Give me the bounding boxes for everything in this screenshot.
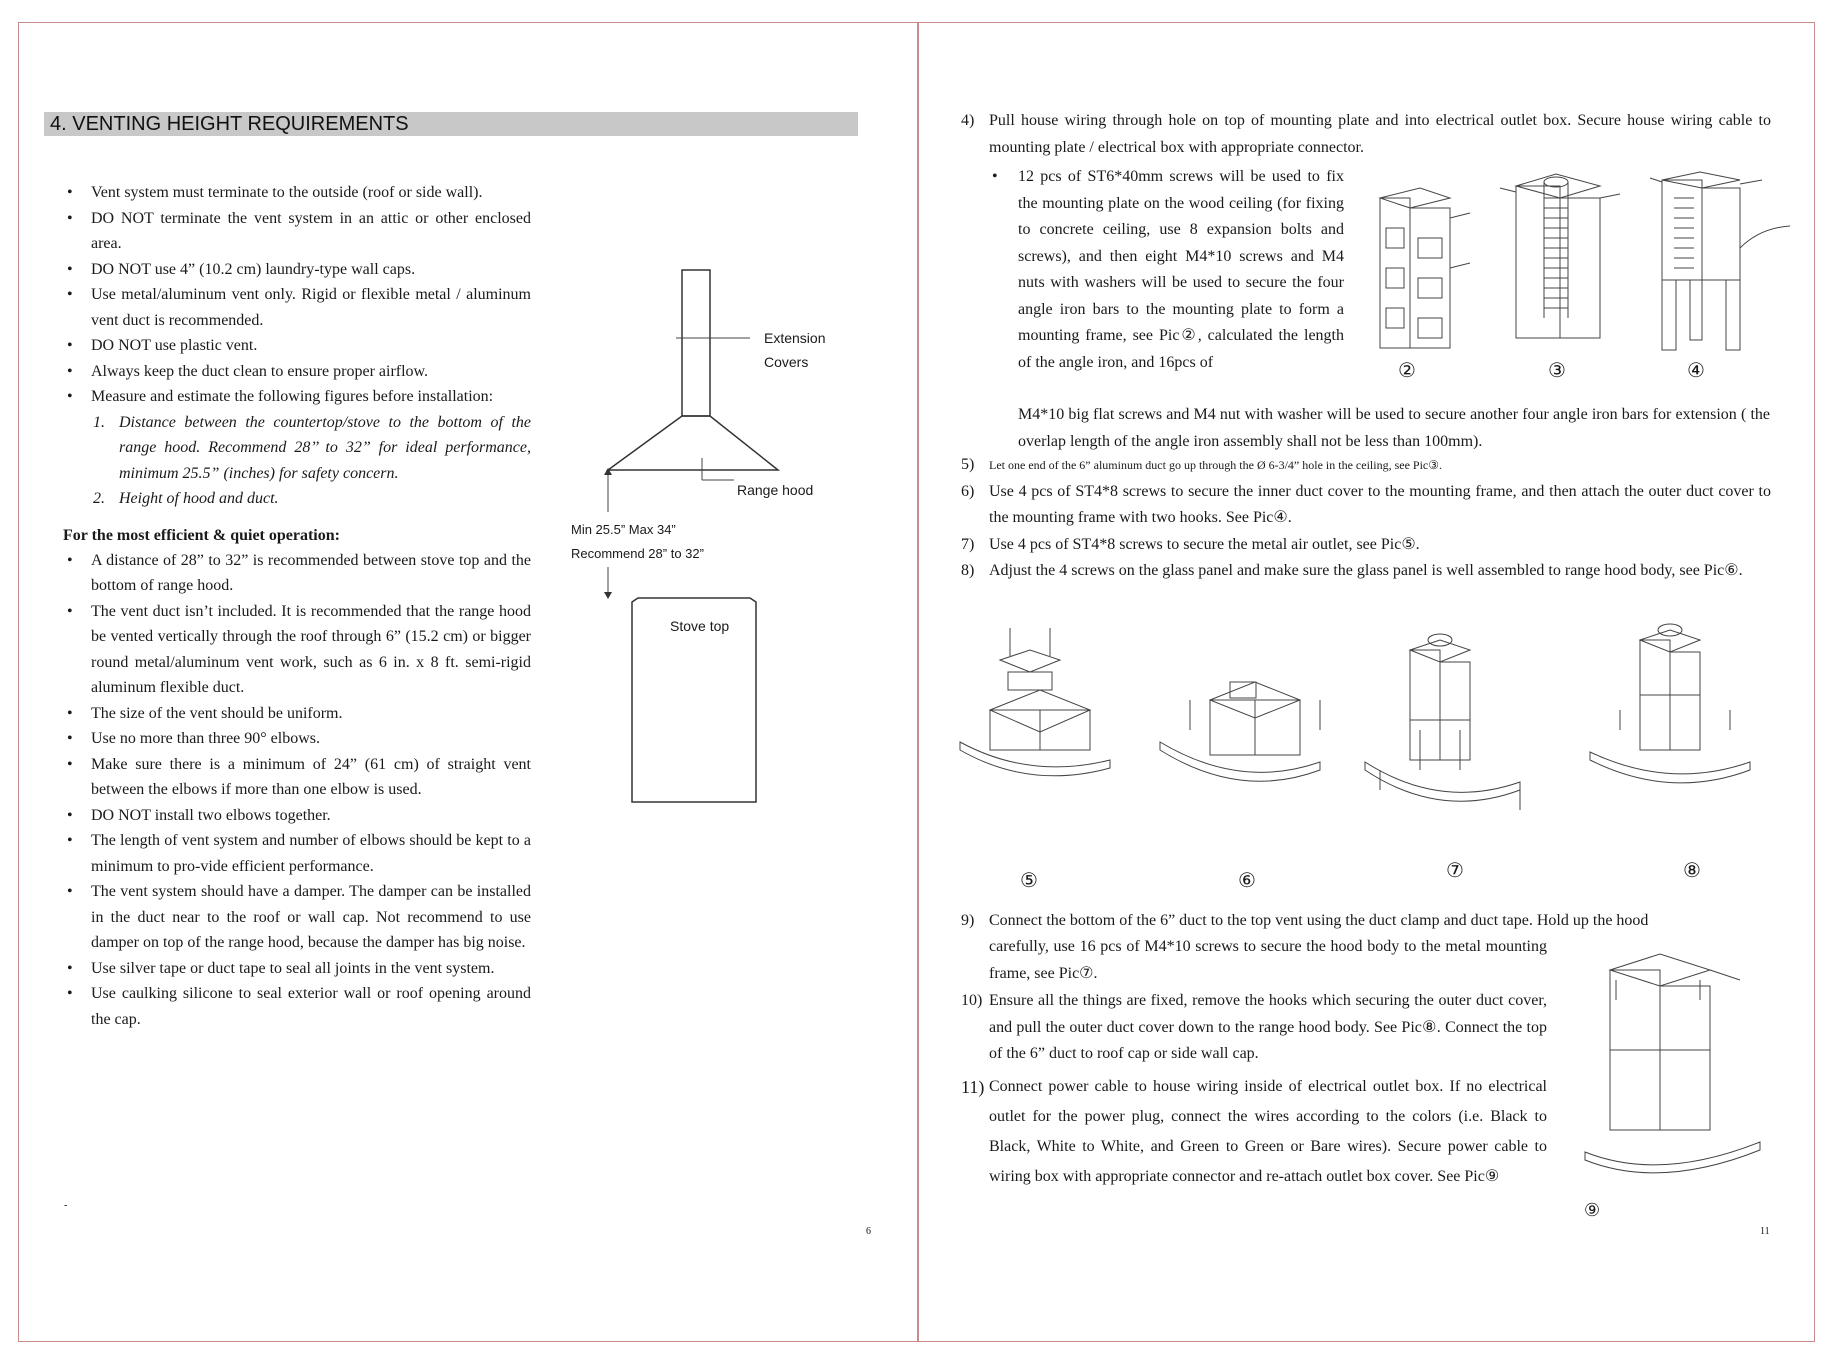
list-item: • A distance of 28” to 32” is recommended between stove top and the bottom of range hood. — [63, 548, 531, 599]
list-item — [961, 558, 1771, 585]
chimney-cover-shape — [682, 270, 710, 416]
step-text: Ensure all the things are fixed, remove the hooks which securing the outer duct cover, and pull the outer duct cover down to the range hood body. See Pic⑧. Connect the top of the 6” duct to roof cap or side wall cap. — [989, 992, 1547, 1062]
figure-8-duct-cover-lowered — [1590, 624, 1750, 783]
pic-label-3: ③ — [1548, 358, 1566, 382]
list-text: Height of hood and duct. — [119, 490, 279, 507]
efficient-heading: For the most efficient & quiet operation: — [63, 526, 340, 544]
list-item: • DO NOT use 4” (10.2 cm) laundry-type wall caps. — [63, 257, 531, 283]
list-item — [961, 452, 1771, 479]
list-item — [961, 479, 1771, 532]
stove-top-label: Stove top — [670, 618, 730, 634]
step-4-sub-bullet — [990, 164, 1344, 402]
steps-10-11-list — [961, 988, 1547, 1192]
pic-label-8: ⑧ — [1683, 858, 1701, 882]
page-number-right: 11 — [1760, 1226, 1770, 1237]
list-item: • Make sure there is a minimum of 24” (61 cm) of straight vent between the elbows if more than one elbow is used. — [63, 752, 531, 803]
measure-list — [63, 410, 531, 512]
figure-5-air-outlet — [960, 628, 1110, 776]
list-item: • DO NOT use plastic vent. — [63, 333, 531, 359]
min-max-label: Min 25.5” Max 34” — [571, 522, 676, 537]
step-text: Connect the bottom of the 6” duct to the top vent using the duct clamp and duct tape. Hold up the hood — [989, 912, 1649, 929]
figure-9-assembled-hood — [1580, 950, 1780, 1190]
step-number: 6) — [961, 482, 975, 500]
stray-mark: - — [64, 1200, 68, 1211]
step-number: 11) — [961, 1076, 985, 1097]
steps-5-8-list — [961, 452, 1771, 585]
list-text: Distance between the countertop/stove to the bottom of the range hood. Recommend 28’’ to 32” for ideal performance, minimum 25.5” (inches) for safety concern. — [119, 413, 531, 482]
section-heading: 4. VENTING HEIGHT REQUIREMENTS — [44, 112, 858, 136]
list-item — [63, 410, 531, 487]
pic-label-2: ② — [1398, 358, 1416, 382]
arrow-up-icon — [604, 468, 612, 475]
step-number: 7) — [961, 535, 975, 553]
step-text: Pull house wiring through hole on top of mounting plate and into electrical outlet box. Secure house wiring cable to mounting plate / electrical box with appropriate connector. — [989, 112, 1771, 156]
range-hood-label: Range hood — [737, 482, 814, 498]
list-item — [961, 108, 1771, 161]
efficient-bullet-list — [63, 548, 531, 1033]
extension-label-1: Extension — [764, 330, 826, 346]
list-item: • Measure and estimate the following figures before installation: — [63, 384, 531, 410]
venting-bullet-list — [63, 180, 531, 1032]
list-item: • The length of vent system and number of elbows should be kept to a minimum to pro-vide efficient performance. — [63, 828, 531, 879]
list-item: • Use caulking silicone to seal exterior wall or roof opening around the cap. — [63, 981, 531, 1032]
step-4-list — [961, 108, 1771, 161]
list-item: • Vent system must terminate to the outside (roof or side wall). — [63, 180, 531, 206]
sub-bullet-continued-text: M4*10 big flat screws and M4 nut with washer will be used to secure another four angle iron bars for extension ( the overlap length of the angle iron assembly shall not be less than 100mm). — [1018, 406, 1770, 450]
list-item — [961, 1072, 1547, 1192]
list-item: • Always keep the duct clean to ensure proper airflow. — [63, 359, 531, 385]
step-text: Use 4 pcs of ST4*8 screws to secure the metal air outlet, see Pic⑤. — [989, 535, 1420, 553]
step-number: 4) — [961, 112, 975, 129]
list-item: • Use metal/aluminum vent only. Rigid or flexible metal / aluminum vent duct is recommended. — [63, 282, 531, 333]
pic-label-7: ⑦ — [1446, 858, 1464, 882]
figure-4-duct-cover — [1650, 172, 1790, 350]
list-item — [961, 532, 1771, 559]
step-9-continued: carefully, use 16 pcs of M4*10 screws to secure the hood body to the metal mounting frame, see Pic⑦. — [989, 938, 1547, 982]
step-text: Let one end of the 6” aluminum duct go up through the Ø 6-3/4” hole in the ceiling, see Pic③. — [989, 458, 1442, 472]
figure-2-mounting-frame — [1380, 188, 1470, 348]
figures-5-8 — [960, 620, 1780, 840]
pic-label-9: ⑨ — [1584, 1200, 1601, 1221]
figure-3-duct-in-frame — [1500, 174, 1620, 338]
list-item: • Use no more than three 90° elbows. — [63, 726, 531, 752]
step-number: 5) — [961, 456, 975, 473]
list-item — [63, 486, 531, 512]
arrow-down-icon — [604, 592, 612, 599]
step-text: Adjust the 4 screws on the glass panel and make sure the glass panel is well assembled to range hood body, see Pic⑥. — [989, 562, 1743, 579]
figures-2-3-4 — [1370, 168, 1790, 368]
step-number: 9) — [961, 912, 975, 929]
list-item: • The vent system should have a damper. The damper can be installed in the duct near to the roof or wall cap. Not recommend to use damper on top of the range hood, because the damper has big noise. — [63, 879, 531, 956]
step-number: 10) — [961, 992, 983, 1009]
step-text: Connect power cable to house wiring inside of electrical outlet box. If no electrical outlet for the power plug, connect the wires according to the colors (i.e. Black to Black, White to White, and Green to Green or Bare wires). Secure power cable to wiring box with appropriate connector and re-attach outlet box cover. See Pic⑨ — [989, 1077, 1547, 1185]
step-number: 8) — [961, 562, 975, 579]
recommend-label: Recommend 28” to 32” — [571, 546, 704, 561]
figure-7-hood-body — [1365, 634, 1520, 810]
pic-label-6: ⑥ — [1238, 868, 1256, 892]
list-item: • DO NOT install two elbows together. — [63, 803, 531, 829]
sub-bullet-text: 12 pcs of ST6*40mm screws will be used to fix the mounting plate on the wood ceiling (for fixing to concrete ceiling, use 8 expansion bolts and screws), and then eight M4*10 screws and M4 nuts with washers will be used to secure the four angle iron bars to the mounting plate to form a mounting frame, see Pic②, calculated the length of the angle iron, and 16pcs of — [1018, 168, 1344, 371]
extension-label-2: Covers — [764, 354, 809, 370]
range-hood-height-diagram — [560, 262, 860, 822]
list-number: 2. — [93, 490, 105, 507]
list-item: • The size of the vent should be uniform. — [63, 701, 531, 727]
pic-label-4: ④ — [1687, 358, 1705, 382]
step-9-list — [961, 908, 1771, 935]
pic-label-5: ⑤ — [1020, 868, 1038, 892]
figure-6-glass-panel — [1160, 682, 1320, 781]
bullet-mark: • — [992, 168, 998, 185]
bullet-list — [63, 180, 531, 410]
list-item: • DO NOT terminate the vent system in an attic or other enclosed area. — [63, 206, 531, 257]
list-item — [961, 988, 1547, 1068]
list-item: • The vent duct isn’t included. It is recommended that the range hood be vented vertically through the roof through 6” (15.2 cm) or bigger round metal/aluminum vent work, such as 6 in. x 8 ft. semi-rigid aluminum flexible duct. — [63, 599, 531, 701]
hood-canopy-shape — [608, 416, 778, 470]
step-text: Use 4 pcs of ST4*8 screws to secure the inner duct cover to the mounting frame, and then attach the outer duct cover to the mounting frame with two hooks. See Pic④. — [989, 482, 1771, 526]
list-number: 1. — [93, 413, 105, 431]
page-number-left: 6 — [866, 1226, 871, 1237]
list-item: • Use silver tape or duct tape to seal all joints in the vent system. — [63, 956, 531, 982]
list-item — [961, 908, 1771, 935]
